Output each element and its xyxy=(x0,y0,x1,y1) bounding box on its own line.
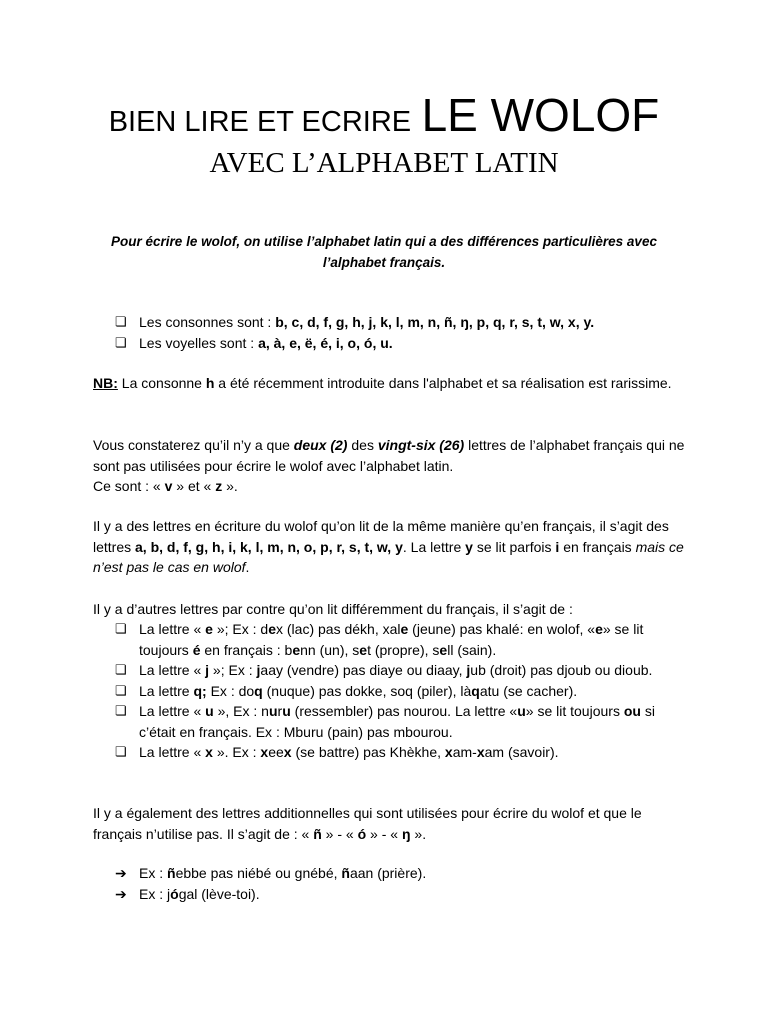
arrow-right-icon: ➔ xyxy=(115,885,127,902)
intro-paragraph: Pour écrire le wolof, on utilise l’alphabet latin qui a des différences particulières avec l’alphabet français. xyxy=(111,234,657,270)
title-part1: BIEN LIRE ET ECRIRE xyxy=(108,106,412,138)
paragraph-different-letters: Il y a d’autres lettres par contre qu’on lit différemment du français, il s’agit de : xyxy=(93,601,573,617)
alphabet-list xyxy=(115,312,685,353)
checkbox-bullet-icon: ❏ xyxy=(115,682,127,698)
list-item-vowels: ❏ Les voyelles sont : a, à, e, ë, é, i, o, ó, u. xyxy=(115,333,685,354)
title-part2: LE WOLOF xyxy=(421,89,660,141)
list-item-letter-q: ❏ La lettre q; Ex : doq (nuque) pas dokke, soq (piler), làqatu (se cacher). xyxy=(115,681,685,702)
paragraph-additional-letters: Il y a également des lettres additionnelles qui sont utilisées pour écrire du wolof et que le français n’utilise pas. Il s’agit de : « ñ » - « ó » - « ŋ ». xyxy=(93,805,642,842)
arrow-right-icon: ➔ xyxy=(115,865,127,881)
list-item-letter-e: ❏ La lettre « e »; Ex : dex (lac) pas dékh, xale (jeune) pas khalé: en wolof, «e» se lit toujours é en français : benn (un), set (propre), sell (sain). xyxy=(115,621,644,658)
list-item-example-o: ➔ Ex : jógal (lève-toi). xyxy=(115,884,685,905)
nb-paragraph: NB: La consonne h a été récemment introduite dans l'alphabet et sa réalisation est rarissime. xyxy=(93,375,672,391)
checkbox-bullet-icon: ❏ xyxy=(115,662,127,677)
list-item-letter-u: ❏ La lettre « u », Ex : nuru (ressembler) pas nourou. La lettre «u» se lit toujours ou si c’était en français. Ex : Mburu (pain) pas mbourou. xyxy=(115,703,655,740)
document-title xyxy=(0,88,768,142)
document-subtitle: AVEC L’ALPHABET LATIN xyxy=(209,147,559,179)
different-letters-list xyxy=(115,619,685,763)
checkbox-bullet-icon: ❏ xyxy=(115,703,127,718)
paragraph-same-letters: Il y a des lettres en écriture du wolof qu’on lit de la même manière qu’en français, il s’agit des lettres a, b, d, f, g, h, i, k, l, m, n, o, p, r, s, t, w, y. La lettre y se lit parfois i en français mais ce n’est pas le cas en wolof. xyxy=(93,518,684,575)
checkbox-bullet-icon: ❏ xyxy=(115,744,127,759)
checkbox-bullet-icon: ❏ xyxy=(115,621,127,636)
list-item-consonants: ❏ Les consonnes sont : b, c, d, f, g, h, j, k, l, m, n, ñ, ŋ, p, q, r, s, t, w, x, y. xyxy=(115,312,685,333)
checkbox-bullet-icon: ❏ xyxy=(115,334,127,350)
checkbox-bullet-icon: ❏ xyxy=(115,314,127,329)
examples-list xyxy=(115,863,685,904)
list-item-letter-x: ❏ La lettre « x ». Ex : xeex (se battre) pas Khèkhe, xam-xam (savoir). xyxy=(115,742,685,763)
list-item-letter-j: ❏ La lettre « j »; Ex : jaay (vendre) pas diaye ou diaay, jub (droit) pas djoub ou dioub. xyxy=(115,660,685,681)
paragraph-unused-letters: Vous constaterez qu’il n’y a que deux (2) des vingt-six (26) lettres de l’alphabet français qui ne sont pas utilisées pour écrire le wolof avec l’alphabet latin. Ce sont : « v » et « z ». xyxy=(93,437,685,494)
list-item-example-n: ➔ Ex : ñebbe pas niébé ou gnébé, ñaan (prière). xyxy=(115,863,685,884)
